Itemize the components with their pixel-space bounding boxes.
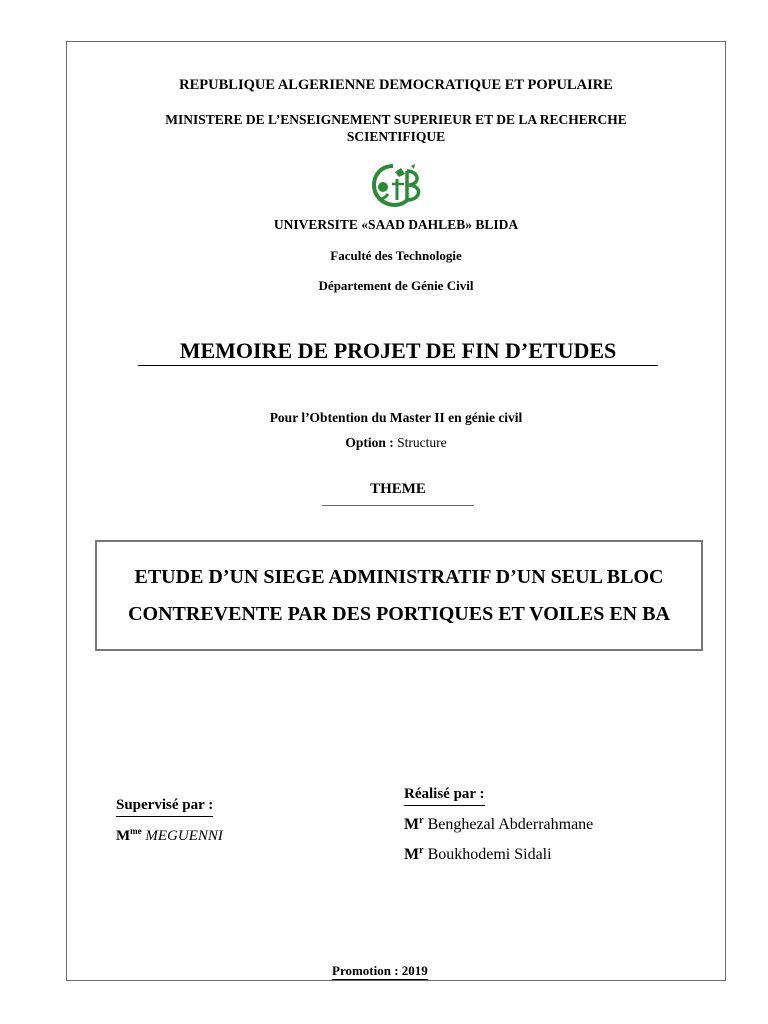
promotion-year: Promotion : 2019: [332, 963, 428, 978]
student-title-sup: r: [419, 845, 424, 856]
university-name: UNIVERSITE «SAAD DAHLEB» BLIDA: [273, 217, 519, 232]
supervisor-name: MEGUENNI: [145, 828, 223, 844]
university-logo-icon: [371, 162, 427, 208]
obtention-text: Pour l’Obtention du Master II en génie civil: [269, 410, 523, 425]
republic-heading: REPUBLIQUE ALGERIENNE DEMOCRATIQUE ET POPULAIRE: [179, 77, 613, 93]
memoire-title: MEMOIRE DE PROJET DE FIN D’ETUDES: [138, 338, 658, 366]
student-name: Benghezal Abderrahmane: [427, 816, 594, 833]
supervisor-label: Supervisé par :: [116, 797, 213, 817]
faculty-name: Faculté des Technologie: [330, 248, 462, 263]
theme-title: ETUDE D’UN SIEGE ADMINISTRATIF D’UN SEUL BLOC CONTREVENTE PAR DES PORTIQUES ET VOILES EN BA: [128, 565, 670, 625]
department-name: Département de Génie Civil: [318, 278, 474, 293]
authors-label: Réalisé par :: [404, 786, 485, 806]
theme-box: [95, 540, 703, 651]
option-line: [66, 435, 726, 451]
ministry-line-1: MINISTERE DE L’ENSEIGNEMENT SUPERIEUR ET DE LA RECHERCHE: [165, 112, 627, 127]
theme-label: THEME: [322, 481, 474, 506]
student-title: M: [404, 816, 420, 833]
student-title: M: [404, 846, 420, 863]
option-value: Structure: [397, 435, 447, 450]
option-label: Option :: [345, 435, 394, 450]
supervisor-name-line: [116, 826, 223, 845]
student-name: Boukhodemi Sidali: [427, 846, 552, 863]
student-line: [404, 845, 552, 864]
supervisor-title-sup: me: [130, 826, 142, 836]
student-line: [404, 815, 593, 834]
student-title-sup: r: [419, 815, 424, 826]
supervisor-title: M: [116, 828, 131, 844]
ministry-heading: [66, 111, 726, 145]
ministry-line-2: SCIENTIFIQUE: [346, 129, 446, 144]
